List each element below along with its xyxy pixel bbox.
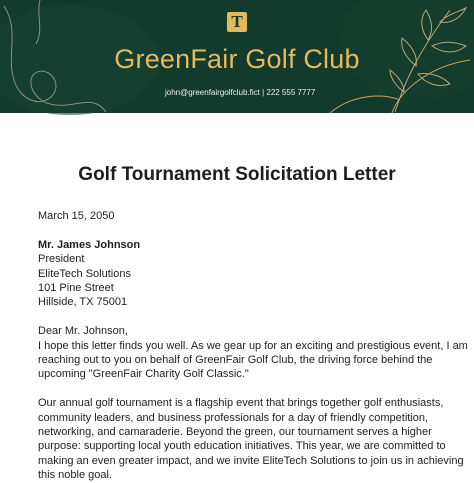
paragraph-2-line: making an even greater impact, and we invite EliteTech Solutions to join us in achieving	[38, 454, 464, 467]
recipient-company: EliteTech Solutions	[38, 267, 131, 280]
recipient-city: Hillside, TX 75001	[38, 296, 128, 309]
paragraph-1-line: I hope this letter finds you well. As we gear up for an exciting and prestigious event, I am	[38, 339, 468, 352]
paragraph-2-line: community leaders, and business professionals for a day of friendly competition,	[38, 411, 429, 424]
paragraph-1-line: upcoming "GreenFair Charity Golf Classic."	[38, 368, 249, 381]
salutation: Dear Mr. Johnson,	[38, 325, 128, 338]
letter-body	[38, 209, 468, 483]
document-title: Golf Tournament Solicitation Letter	[78, 164, 396, 185]
paragraph-2-line: purpose: supporting local youth education initiatives. This year, we are committed to	[38, 440, 446, 453]
paragraph-2-line: this noble goal.	[38, 469, 112, 482]
recipient-street: 101 Pine Street	[38, 282, 114, 295]
club-logo	[227, 12, 247, 32]
logo-letter: T	[231, 12, 243, 31]
paragraph-2-line: networking, and camaraderie. Beyond the green, our tournament serves a higher	[38, 426, 432, 439]
club-name: GreenFair Golf Club	[114, 44, 360, 74]
paragraph-1-line: reaching out to you on behalf of GreenFair Golf Club, the driving force behind the	[38, 354, 433, 367]
recipient-position: President	[38, 253, 85, 266]
letter-date: March 15, 2050	[38, 210, 115, 222]
recipient-name: Mr. James Johnson	[38, 238, 141, 251]
paragraph-2-line: Our annual golf tournament is a flagship event that brings together golf enthusiasts,	[38, 397, 444, 410]
letterhead-banner	[0, 0, 474, 113]
contact-info: john@greenfairgolfclub.fict | 222 555 7777	[165, 88, 316, 97]
